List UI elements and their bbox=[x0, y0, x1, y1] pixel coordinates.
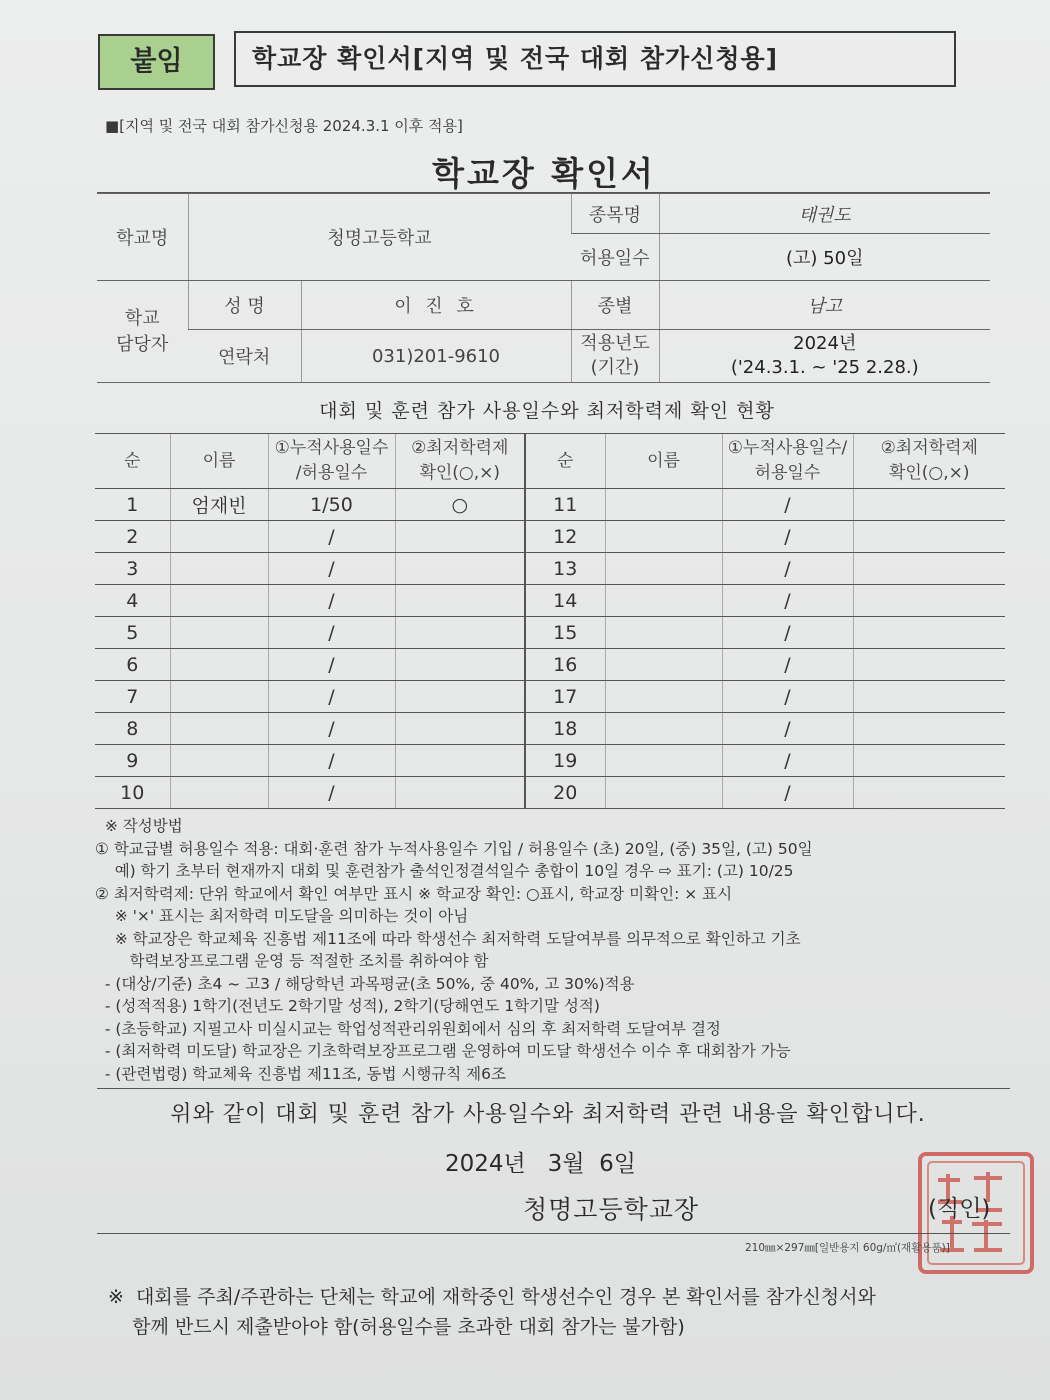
participant-name[interactable] bbox=[170, 553, 268, 585]
row-number[interactable]: 17 bbox=[525, 681, 605, 713]
name-value: 이 진 호 bbox=[301, 281, 571, 330]
row-number[interactable]: 7 bbox=[95, 681, 170, 713]
participant-name[interactable] bbox=[605, 617, 722, 649]
row-number[interactable]: 4 bbox=[95, 585, 170, 617]
footer-note bbox=[108, 1282, 988, 1342]
academic-check[interactable] bbox=[853, 553, 1005, 585]
academic-check[interactable] bbox=[853, 681, 1005, 713]
col-header-days-line1: ①누적사용일수 bbox=[274, 438, 389, 458]
contact-value: 031)201-9610 bbox=[301, 330, 571, 383]
attachment-tag: 붙임 bbox=[98, 34, 215, 90]
col-header-name: 이름 bbox=[170, 434, 268, 489]
academic-check[interactable] bbox=[395, 553, 525, 585]
manager-label-line2: 담당자 bbox=[116, 333, 169, 355]
used-allowed-days[interactable]: / bbox=[722, 489, 853, 521]
row-number[interactable]: 19 bbox=[525, 745, 605, 777]
seal-label: (직인) bbox=[928, 1196, 991, 1222]
used-allowed-days[interactable]: / bbox=[722, 713, 853, 745]
academic-check[interactable] bbox=[853, 585, 1005, 617]
year-label bbox=[571, 330, 659, 383]
method-line: ※ 학교장은 학교체육 진흥법 제11조에 따라 학생선수 최저학력 도달여부를 의무적으로 확인하고 기초 bbox=[95, 929, 801, 948]
col-header-no: 순 bbox=[95, 434, 170, 489]
col-header-days bbox=[268, 434, 395, 489]
footer-line: 함께 반드시 제출받아야 함(허용일수를 초과한 대회 참가는 불가함) bbox=[108, 1316, 685, 1338]
participant-name[interactable] bbox=[170, 617, 268, 649]
manager-label bbox=[97, 281, 188, 383]
academic-check[interactable] bbox=[853, 521, 1005, 553]
issue-date: 2024년 3월 6일 bbox=[445, 1151, 637, 1177]
col-header-academic-line2: 확인(○,×) bbox=[419, 463, 501, 483]
participant-name[interactable] bbox=[605, 745, 722, 777]
academic-check[interactable] bbox=[395, 521, 525, 553]
table-row bbox=[95, 521, 1005, 553]
allowed-days-value: (고) 50일 bbox=[659, 234, 990, 281]
academic-check[interactable] bbox=[395, 617, 525, 649]
section-title: 대회 및 훈련 참가 사용일수와 최저학력제 확인 현황 bbox=[319, 400, 775, 422]
writing-method-notes bbox=[95, 815, 1015, 1085]
confirmation-statement: 위와 같이 대회 및 훈련 참가 사용일수와 최저학력 관련 내용을 확인합니다. bbox=[170, 1102, 926, 1127]
info-table bbox=[97, 193, 990, 383]
method-line: - (성적적용) 1학기(전년도 2학기말 성적), 2학기(당해연도 1학기말 성적) bbox=[95, 997, 600, 1015]
used-allowed-days[interactable]: / bbox=[722, 777, 853, 809]
school-label: 학교명 bbox=[97, 194, 188, 281]
header-title: 학교장 확인서[지역 및 전국 대회 참가신청용] bbox=[234, 31, 956, 87]
used-allowed-days[interactable]: / bbox=[722, 649, 853, 681]
col-header-days-right-line1: ①누적사용일수/ bbox=[727, 438, 848, 458]
used-allowed-days[interactable]: / bbox=[268, 713, 395, 745]
academic-check[interactable] bbox=[395, 649, 525, 681]
row-number[interactable]: 5 bbox=[95, 617, 170, 649]
row-number[interactable]: 10 bbox=[95, 777, 170, 809]
year-value-line2: ('24.3.1. ~ '25 2.28.) bbox=[730, 357, 919, 378]
row-number[interactable]: 11 bbox=[525, 489, 605, 521]
table-row bbox=[95, 617, 1005, 649]
year-value-line1: 2024년 bbox=[793, 333, 857, 354]
used-allowed-days[interactable]: / bbox=[722, 521, 853, 553]
row-number[interactable]: 8 bbox=[95, 713, 170, 745]
col-header-days-right-line2: 허용일수 bbox=[754, 463, 821, 483]
used-allowed-days[interactable]: / bbox=[722, 585, 853, 617]
row-number[interactable]: 6 bbox=[95, 649, 170, 681]
used-allowed-days[interactable]: / bbox=[268, 649, 395, 681]
col-header-days-right bbox=[722, 434, 853, 489]
participant-table bbox=[95, 433, 1005, 809]
col-header-days-line2: /허용일수 bbox=[295, 463, 368, 483]
school-value: 청명고등학교 bbox=[188, 194, 571, 281]
academic-check[interactable] bbox=[853, 649, 1005, 681]
paper-size-note: 210㎜×297㎜[일반용지 60g/㎡(재활용품)] bbox=[745, 1242, 950, 1254]
participant-name[interactable] bbox=[170, 681, 268, 713]
row-number[interactable]: 9 bbox=[95, 745, 170, 777]
used-allowed-days[interactable]: / bbox=[268, 745, 395, 777]
divider bbox=[97, 1088, 1010, 1089]
academic-check[interactable] bbox=[395, 681, 525, 713]
method-line: - (관련법령) 학교체육 진흥법 제11조, 동법 시행규칙 제6조 bbox=[95, 1064, 506, 1083]
row-number[interactable]: 14 bbox=[525, 585, 605, 617]
row-number[interactable]: 3 bbox=[95, 553, 170, 585]
table-row bbox=[95, 681, 1005, 713]
participant-rows bbox=[95, 489, 1005, 809]
method-line: ② 최저학력제: 단위 학교에서 확인 여부만 표시 ※ 학교장 확인: ○표시, 학교장 미확인: × 표시 bbox=[95, 884, 733, 903]
participant-name[interactable] bbox=[605, 585, 722, 617]
divider bbox=[97, 1233, 1010, 1234]
used-allowed-days[interactable]: / bbox=[722, 617, 853, 649]
sport-value: 태권도 bbox=[659, 194, 990, 234]
allowed-days-label: 허용일수 bbox=[571, 234, 659, 281]
academic-check[interactable] bbox=[395, 777, 525, 809]
col-header-academic bbox=[395, 434, 525, 489]
year-value bbox=[659, 330, 990, 383]
participant-name[interactable] bbox=[170, 585, 268, 617]
table-row bbox=[95, 489, 1005, 521]
used-allowed-days[interactable]: / bbox=[268, 553, 395, 585]
used-allowed-days[interactable]: / bbox=[268, 585, 395, 617]
method-line: ※ 작성방법 bbox=[95, 817, 183, 835]
col-header-academic-right bbox=[853, 434, 1005, 489]
participant-name[interactable] bbox=[605, 681, 722, 713]
row-number[interactable]: 18 bbox=[525, 713, 605, 745]
academic-check[interactable] bbox=[853, 713, 1005, 745]
participant-name[interactable] bbox=[170, 777, 268, 809]
col-header-academic-right-line2: 확인(○,×) bbox=[888, 463, 970, 483]
table-row bbox=[95, 745, 1005, 777]
used-allowed-days[interactable]: / bbox=[268, 777, 395, 809]
academic-check[interactable] bbox=[853, 777, 1005, 809]
sport-label: 종목명 bbox=[571, 194, 659, 234]
used-allowed-days[interactable]: / bbox=[268, 617, 395, 649]
document-title: 학교장 확인서 bbox=[432, 154, 656, 193]
academic-check[interactable] bbox=[853, 745, 1005, 777]
row-number[interactable]: 12 bbox=[525, 521, 605, 553]
academic-check[interactable] bbox=[395, 745, 525, 777]
row-number[interactable]: 1 bbox=[95, 489, 170, 521]
footer-line: ※ 대회를 주최/주관하는 단체는 학교에 재학중인 학생선수인 경우 본 확인서를 참가신청서와 bbox=[108, 1286, 876, 1308]
table-row bbox=[95, 553, 1005, 585]
participant-name[interactable] bbox=[170, 713, 268, 745]
method-line: ① 학교급별 허용일수 적용: 대회·훈련 참가 누적사용일수 기입 / 허용일수 (초) 20일, (중) 35일, (고) 50일 bbox=[95, 839, 813, 858]
used-allowed-days[interactable]: / bbox=[722, 745, 853, 777]
manager-label-line1: 학교 bbox=[124, 307, 160, 329]
used-allowed-days[interactable]: / bbox=[268, 681, 395, 713]
row-number[interactable]: 16 bbox=[525, 649, 605, 681]
principal-signature: 청명고등학교장 bbox=[523, 1195, 700, 1224]
table-row bbox=[95, 649, 1005, 681]
row-number[interactable]: 15 bbox=[525, 617, 605, 649]
type-value: 남고 bbox=[659, 281, 990, 330]
participant-name[interactable]: 엄재빈 bbox=[170, 489, 268, 521]
table-row bbox=[95, 777, 1005, 809]
row-number[interactable]: 2 bbox=[95, 521, 170, 553]
academic-check[interactable] bbox=[853, 617, 1005, 649]
academic-check[interactable] bbox=[853, 489, 1005, 521]
participant-name[interactable] bbox=[605, 713, 722, 745]
col-header-academic-right-line1: ②최저학력제 bbox=[880, 438, 978, 458]
used-allowed-days[interactable]: 1/50 bbox=[268, 489, 395, 521]
used-allowed-days[interactable]: / bbox=[722, 553, 853, 585]
row-number[interactable]: 20 bbox=[525, 777, 605, 809]
contact-label: 연락처 bbox=[188, 330, 301, 383]
participant-name[interactable] bbox=[605, 777, 722, 809]
participant-name[interactable] bbox=[170, 745, 268, 777]
academic-check[interactable]: ○ bbox=[395, 489, 525, 521]
method-line: 학력보장프로그램 운영 등 적절한 조치를 취하여야 함 bbox=[95, 952, 489, 970]
used-allowed-days[interactable]: / bbox=[268, 521, 395, 553]
participant-name[interactable] bbox=[170, 649, 268, 681]
year-label-line1: 적용년도 bbox=[580, 333, 650, 354]
method-line: - (초등학교) 지필고사 미실시교는 학업성적관리위원회에서 심의 후 최저학력 도달여부 결정 bbox=[95, 1019, 721, 1038]
table-row bbox=[95, 585, 1005, 617]
type-label: 종별 bbox=[571, 281, 659, 330]
col-header-no-right: 순 bbox=[525, 434, 605, 489]
participant-name[interactable] bbox=[170, 521, 268, 553]
method-line: ※ '×' 표시는 최저학력 미도달을 의미하는 것이 아님 bbox=[95, 907, 469, 925]
used-allowed-days[interactable]: / bbox=[722, 681, 853, 713]
name-label: 성 명 bbox=[188, 281, 301, 330]
table-row bbox=[95, 713, 1005, 745]
application-note: ■[지역 및 전국 대회 참가신청용 2024.3.1 이후 적용] bbox=[105, 117, 463, 135]
col-header-name-right: 이름 bbox=[605, 434, 722, 489]
participant-name[interactable] bbox=[605, 649, 722, 681]
col-header-academic-line1: ②최저학력제 bbox=[411, 438, 509, 458]
academic-check[interactable] bbox=[395, 713, 525, 745]
year-label-line2: (기간) bbox=[590, 357, 640, 378]
academic-check[interactable] bbox=[395, 585, 525, 617]
method-line: - (최저학력 미도달) 학교장은 기초학력보장프로그램 운영하여 미도달 학생선수 이수 후 대회참가 가능 bbox=[95, 1042, 791, 1060]
row-number[interactable]: 13 bbox=[525, 553, 605, 585]
participant-name[interactable] bbox=[605, 521, 722, 553]
method-line: 예) 학기 초부터 현재까지 대회 및 훈련참가 출석인정결석일수 총합이 10일 경우 ⇨ 표기: (고) 10/25 bbox=[95, 862, 794, 880]
participant-name[interactable] bbox=[605, 553, 722, 585]
participant-name[interactable] bbox=[605, 489, 722, 521]
method-line: - (대상/기준) 초4 ~ 고3 / 해당학년 과목평균(초 50%, 중 40%, 고 30%)적용 bbox=[95, 974, 635, 993]
